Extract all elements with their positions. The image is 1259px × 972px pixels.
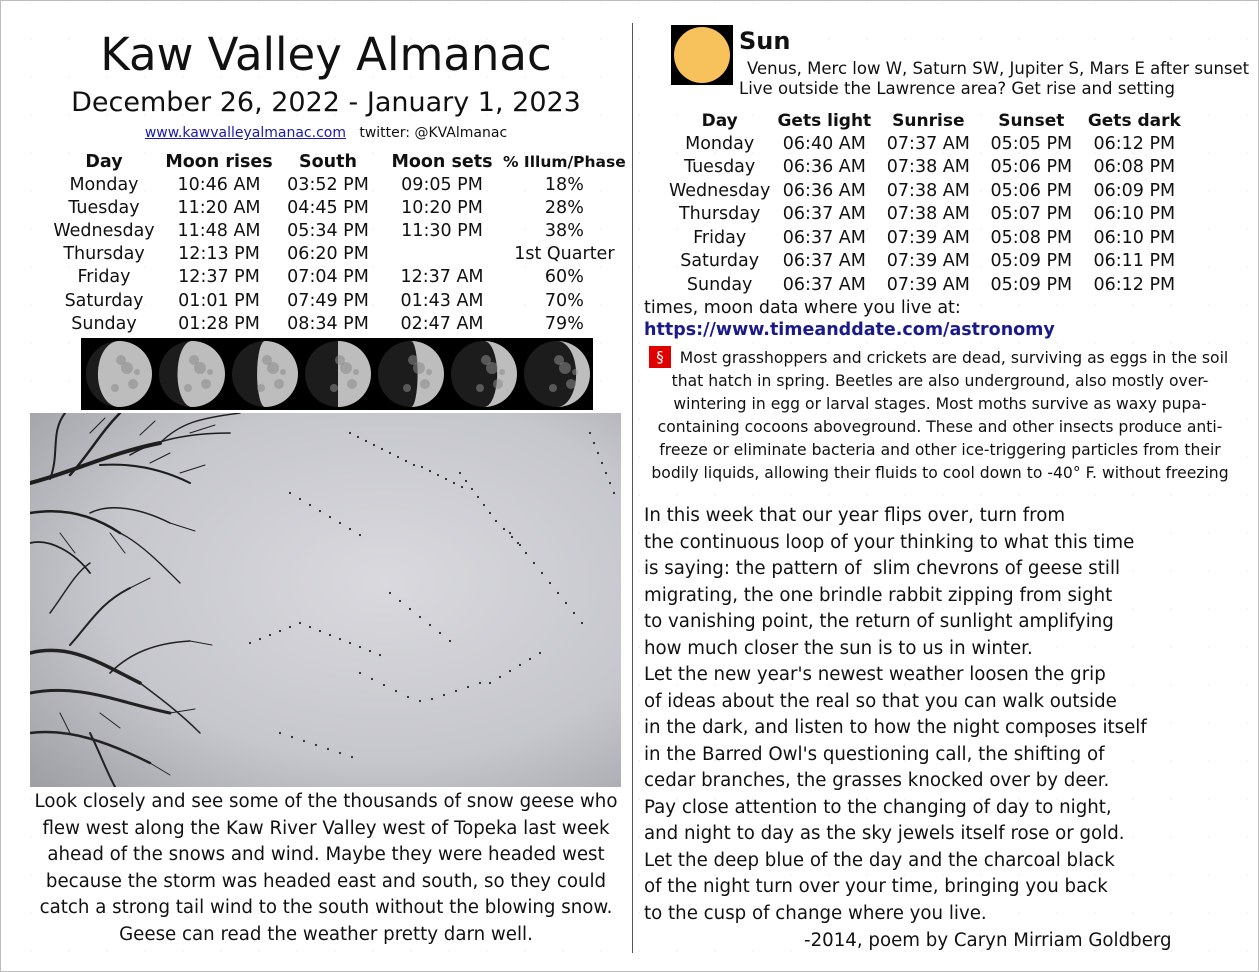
insect-icon: § <box>649 346 671 368</box>
moon-crater <box>128 379 138 389</box>
sun-light: 06:40 AM <box>782 133 866 154</box>
moon-crater <box>111 384 119 392</box>
header-links <box>1 123 651 143</box>
moon-table <box>45 151 626 335</box>
sun-rise: 07:37 AM <box>886 133 970 154</box>
table-row <box>45 312 626 335</box>
moon-illum: 60% <box>544 267 584 288</box>
moon-header-illum: % Illum/Phase <box>503 153 626 171</box>
insect-paragraph <box>645 347 1235 485</box>
table-row <box>45 219 626 242</box>
sun-dark: 06:12 PM <box>1093 133 1176 154</box>
sun-day: Tuesday <box>684 157 756 178</box>
moon-phase-icon <box>373 338 446 410</box>
moon-header-rises: Moon rises <box>165 152 273 172</box>
moon-phase-icon <box>519 338 592 410</box>
moon-south: 05:34 PM <box>287 220 369 241</box>
moon-set: 01:43 AM <box>400 290 484 311</box>
moon-day: Monday <box>69 174 139 195</box>
table-row <box>669 273 1184 297</box>
moon-south: 03:52 PM <box>287 174 369 195</box>
moon-crater <box>481 355 491 365</box>
sun-day: Sunday <box>686 274 753 295</box>
moon-crater <box>207 369 213 375</box>
moon-south: 07:04 PM <box>287 267 369 288</box>
moon-illum: 38% <box>544 220 584 241</box>
poem-line: is saying: the pattern of slim chevrons of geese still <box>644 558 1121 579</box>
sun-header-light: Gets light <box>777 111 872 131</box>
sun-set: 05:09 PM <box>990 274 1073 295</box>
moon-day: Saturday <box>64 290 144 311</box>
moon-set <box>381 243 503 266</box>
moon-rise: 01:01 PM <box>178 290 260 311</box>
moon-lit-portion <box>177 341 225 407</box>
table-row <box>45 243 626 266</box>
moon-crater <box>420 379 430 389</box>
moon-crater <box>499 369 505 375</box>
moon-crater <box>189 355 199 365</box>
moon-phase-image <box>154 338 227 410</box>
moon-illum: 28% <box>544 197 584 218</box>
poem-line: how much closer the sun is to us in winter. <box>644 637 1033 659</box>
moon-rise: 11:20 AM <box>177 197 261 218</box>
sun-rise: 07:38 AM <box>886 180 970 201</box>
insect-line: that hatch in spring. Beetles are also underground, also mostly over- <box>671 372 1209 390</box>
sun-light: 06:37 AM <box>782 227 866 248</box>
moon-crater <box>566 379 576 389</box>
moon-phase-image <box>373 338 446 410</box>
sun-dark: 06:11 PM <box>1093 251 1176 272</box>
moon-illum: 18% <box>544 174 584 195</box>
poem-line: Let the deep blue of the day and the charcoal black <box>644 849 1115 871</box>
moon-crater <box>257 384 265 392</box>
poem-line: Pay close attention to the changing of day to night, <box>644 796 1112 818</box>
sun-header-dark: Gets dark <box>1087 111 1181 131</box>
sun-icon <box>671 25 733 85</box>
sun-set: 05:09 PM <box>990 251 1073 272</box>
moon-set: 11:30 PM <box>401 220 483 241</box>
sun-disc <box>674 27 730 83</box>
date-range: December 26, 2022 - January 1, 2023 <box>71 87 581 118</box>
moon-crater <box>554 355 564 365</box>
moon-set: 02:47 AM <box>400 313 484 334</box>
moon-crater <box>476 384 484 392</box>
moon-rise: 11:48 AM <box>177 220 261 241</box>
table-row <box>669 226 1184 250</box>
poem-line: to the cusp of change where you live. <box>644 902 987 924</box>
sun-header-sunrise: Sunrise <box>892 111 965 131</box>
sun-dark: 06:09 PM <box>1093 180 1176 201</box>
twitter-handle: twitter: @KVAlmanac <box>359 125 508 141</box>
poem-line: and night to day as the sky jewels itself rose or gold. <box>644 823 1125 844</box>
moon-illum: 79% <box>544 313 584 334</box>
moon-phase-image <box>446 338 519 410</box>
sun-set: 05:06 PM <box>990 180 1073 201</box>
poem-line: in the dark, and listen to how the night composes itself <box>644 717 1147 738</box>
moon-lit-portion <box>257 341 298 407</box>
lawrence-note: Live outside the Lawrence area? Get rise and setting <box>739 79 1175 98</box>
sun-rise: 07:39 AM <box>886 227 970 248</box>
moon-crater <box>549 384 557 392</box>
table-row <box>45 266 626 289</box>
table-row <box>669 156 1184 180</box>
moon-day: Friday <box>77 267 131 288</box>
moon-header-south: South <box>299 152 357 172</box>
insect-line: bodily liquids, allowing their fluids to cool down to -40° F. without freezing <box>651 464 1229 482</box>
table-row <box>669 250 1184 274</box>
moon-crater <box>347 379 357 389</box>
moon-south: 07:49 PM <box>287 290 369 311</box>
sun-day: Thursday <box>678 204 761 225</box>
moon-phase-icon <box>227 338 300 410</box>
sun-rise: 07:38 AM <box>886 157 970 178</box>
table-row <box>45 196 626 219</box>
moon-crater <box>426 369 432 375</box>
moon-phase-image <box>81 338 154 410</box>
sun-set: 05:05 PM <box>990 133 1073 154</box>
moon-table-header <box>45 151 626 173</box>
poem-line: In this week that our year flips over, turn from <box>644 505 1066 526</box>
sun-heading: Sun <box>739 27 791 55</box>
moon-phase-image <box>227 338 300 410</box>
table-row <box>45 173 626 196</box>
poem-line: in the Barred Owl's questioning call, the shifting of <box>644 743 1105 765</box>
sun-rise: 07:39 AM <box>886 274 970 295</box>
poem-line: to vanishing point, the return of sunlight amplifying <box>644 611 1114 632</box>
moon-crater <box>201 379 211 389</box>
table-row <box>669 179 1184 203</box>
moon-rise: 10:46 AM <box>177 174 261 195</box>
moon-rise: 01:28 PM <box>178 313 260 334</box>
sun-dark: 06:10 PM <box>1093 204 1176 225</box>
poem-line: of ideas about the real so that you can walk outside <box>644 690 1117 712</box>
moon-phase-image <box>300 338 373 410</box>
table-row <box>45 289 626 312</box>
sun-table-header <box>669 110 1184 132</box>
moon-crater <box>116 355 126 365</box>
poem-line: the continuous loop of your thinking to what this time <box>644 531 1135 553</box>
sun-set: 05:07 PM <box>990 204 1073 225</box>
page-title: Kaw Valley Almanac <box>100 28 552 81</box>
photo-image <box>30 413 621 787</box>
moon-header-sets: Moon sets <box>391 152 493 172</box>
moon-lit-portion <box>98 341 152 407</box>
moon-crater <box>184 384 192 392</box>
sun-rise: 07:38 AM <box>886 204 970 225</box>
moon-phase-icon <box>81 338 154 410</box>
moon-illum: 70% <box>544 290 584 311</box>
timeanddate-link[interactable]: https://www.timeanddate.com/astronomy <box>644 320 1055 340</box>
column-divider <box>632 23 633 953</box>
sun-header-sunset: Sunset <box>998 111 1065 131</box>
sun-header-day: Day <box>701 111 738 131</box>
moon-crater <box>335 355 345 365</box>
moon-rise: 12:37 PM <box>178 267 260 288</box>
poem-credit: -2014, poem by Caryn Mirriam Goldberg <box>804 930 1172 951</box>
insect-line: containing cocoons aboveground. These and other insects produce anti- <box>657 418 1223 436</box>
moon-crater <box>572 369 578 375</box>
moon-south: 08:34 PM <box>287 313 369 334</box>
sun-light: 06:37 AM <box>782 251 866 272</box>
sun-day: Wednesday <box>669 180 771 201</box>
poem-line: migrating, the one brindle rabbit zipping from sight <box>644 584 1113 606</box>
table-row <box>669 203 1184 227</box>
moon-phase-strip <box>81 338 593 410</box>
moon-south: 06:20 PM <box>287 244 369 265</box>
poem <box>644 503 1147 927</box>
moon-crater <box>274 379 284 389</box>
moon-crater <box>280 369 286 375</box>
moon-day: Sunday <box>71 313 137 334</box>
moon-crater <box>408 355 418 365</box>
insect-line: wintering in egg or larval stages. Most moths survive as waxy pupa- <box>673 395 1207 413</box>
moon-header-day: Day <box>85 152 123 172</box>
moon-set: 10:20 PM <box>401 197 483 218</box>
sun-dark: 06:12 PM <box>1093 274 1176 295</box>
moon-crater <box>493 379 503 389</box>
moon-crater <box>353 369 359 375</box>
moon-crater <box>134 369 140 375</box>
sun-day: Saturday <box>680 251 760 272</box>
moon-set: 09:05 PM <box>401 174 483 195</box>
times-note: times, moon data where you live at: <box>644 298 961 318</box>
moon-phase-icon <box>300 338 373 410</box>
poem-line: of the night turn over your time, bringing you back <box>644 876 1108 897</box>
moon-illum: 1st Quarter <box>514 244 615 265</box>
sun-light: 06:37 AM <box>782 274 866 295</box>
sun-dark: 06:08 PM <box>1093 157 1176 178</box>
moon-day: Tuesday <box>68 197 140 218</box>
moon-phase-icon <box>154 338 227 410</box>
sun-light: 06:36 AM <box>782 180 866 201</box>
moon-phase-image <box>519 338 592 410</box>
website-link[interactable]: www.kawvalleyalmanac.com <box>144 125 346 141</box>
insect-line: freeze or eliminate bacteria and other ice-triggering particles from their <box>659 441 1221 459</box>
insect-line: Most grasshoppers and crickets are dead, surviving as eggs in the soil <box>679 349 1229 367</box>
photo-caption: Look closely and see some of the thousands of snow geese who flew west along the Kaw River Valley west of Topeka last week ahead of the snows and wind. Maybe they were headed west because the storm was headed east and south, so they could catch a strong tail wind to the south without the blowing snow. Geese can read the weather pretty darn well. <box>34 791 618 945</box>
moon-rise: 12:13 PM <box>178 244 260 265</box>
sun-dark: 06:10 PM <box>1093 227 1176 248</box>
sun-light: 06:37 AM <box>782 204 866 225</box>
moon-crater <box>403 384 411 392</box>
moon-crater <box>330 384 338 392</box>
moon-crater <box>262 355 272 365</box>
sun-set: 05:06 PM <box>990 157 1073 178</box>
sun-day: Friday <box>693 227 747 248</box>
moon-day: Wednesday <box>53 220 155 241</box>
sun-set: 05:08 PM <box>990 227 1073 248</box>
moon-south: 04:45 PM <box>287 197 369 218</box>
sun-day: Monday <box>685 133 755 154</box>
poem-line: Let the new year's newest weather loosen the grip <box>644 664 1106 685</box>
sun-table <box>669 110 1184 297</box>
poem-line: cedar branches, the grasses knocked over by deer. <box>644 770 1110 791</box>
sun-light: 06:36 AM <box>782 157 866 178</box>
sun-rise: 07:39 AM <box>886 251 970 272</box>
moon-day: Thursday <box>63 244 145 265</box>
moon-phase-icon <box>446 338 519 410</box>
moon-set: 12:37 AM <box>400 267 484 288</box>
snow-geese-photo <box>30 413 621 787</box>
table-row <box>669 132 1184 156</box>
planets-note: Venus, Merc low W, Saturn SW, Jupiter S, Mars E after sunset <box>747 59 1250 78</box>
